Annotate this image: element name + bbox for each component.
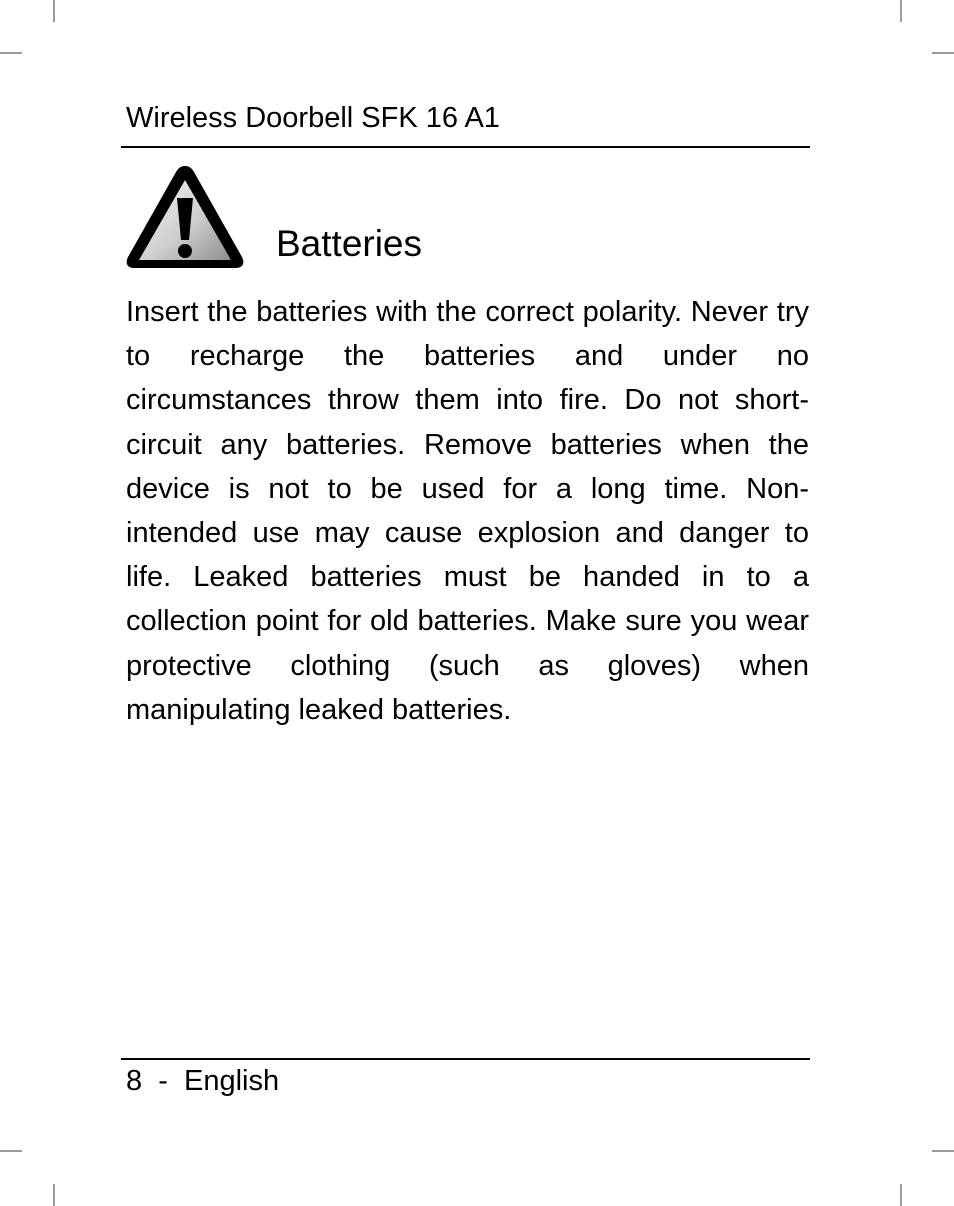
crop-mark-bottom-right: [900, 1184, 902, 1206]
crop-mark-bottom-left: [53, 1184, 55, 1206]
crop-mark-bottom-left-horizontal: [0, 1150, 22, 1152]
warning-triangle-icon: [124, 162, 246, 272]
footer-rule: [121, 1058, 810, 1060]
crop-mark-top-right: [900, 0, 902, 22]
crop-mark-top-left-horizontal: [0, 52, 22, 54]
crop-mark-top-left: [53, 0, 55, 22]
section-body-text: Insert the batteries with the correct polarity. Never try to recharge the batteries and under no circumstances throw them into fire. Do not short-circuit any batteries. Remove batteries when the device is not to be used for a long time. Non-intended use may cause explosion and danger to life. Leaked batteries must be handed in to a collection point for old batteries. Make sure you wear protective clothing (such as gloves) when manipulating leaked batteries.: [126, 296, 809, 726]
crop-mark-top-right-horizontal: [932, 52, 954, 54]
page-footer-label: 8 - English: [126, 1065, 280, 1097]
header-rule: [121, 146, 810, 148]
section-title: Batteries: [276, 223, 423, 264]
crop-mark-bottom-right-horizontal: [932, 1150, 954, 1152]
document-header-title: Wireless Doorbell SFK 16 A1: [126, 102, 500, 134]
